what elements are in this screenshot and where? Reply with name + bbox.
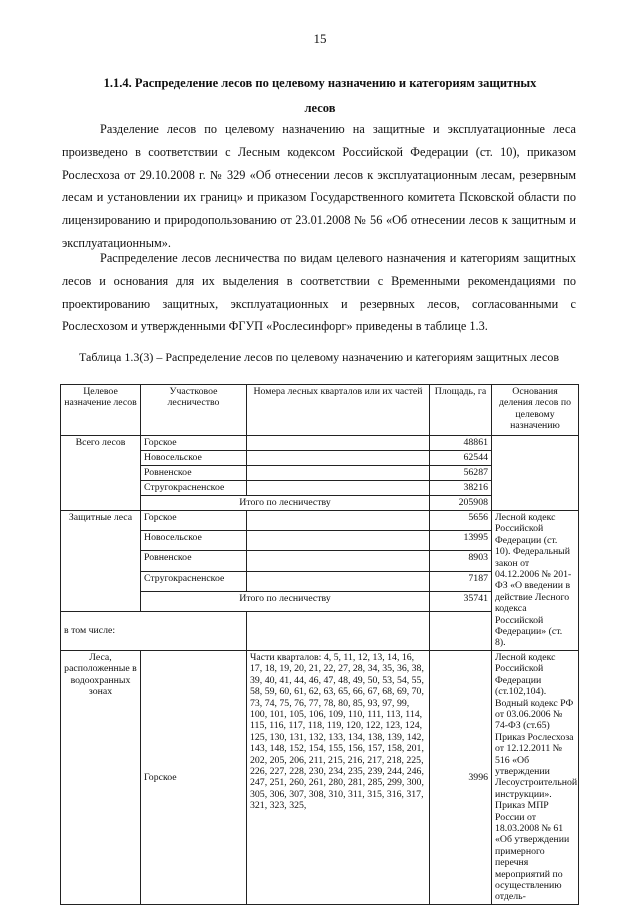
total-label: Итого по лесничеству xyxy=(141,591,430,611)
total-label: Итого по лесничеству xyxy=(141,496,430,511)
area-cell: 56287 xyxy=(430,466,492,481)
total-area: 35741 xyxy=(430,591,492,611)
quarters-cell xyxy=(247,611,430,650)
header-quarters: Номера лесных кварталов или их частей xyxy=(247,385,430,436)
district-cell: Горское xyxy=(141,511,247,531)
total-area: 205908 xyxy=(430,496,492,511)
header-district: Участковое лесничество xyxy=(141,385,247,436)
water-zone-label: Леса, расположенные в водоохранных зонах xyxy=(61,650,141,904)
quarters-cell xyxy=(247,551,430,571)
district-cell: Горское xyxy=(141,436,247,451)
table-row xyxy=(61,650,579,904)
quarters-cell xyxy=(247,466,430,481)
quarters-cell xyxy=(247,511,430,531)
area-cell: 7187 xyxy=(430,571,492,591)
district-cell: Ровненское xyxy=(141,551,247,571)
including-label: в том числе: xyxy=(61,611,247,650)
area-cell: 8903 xyxy=(430,551,492,571)
district-cell: Стругокрасненское xyxy=(141,571,247,591)
district-cell: Стругокрасненское xyxy=(141,481,247,496)
quarters-cell xyxy=(247,436,430,451)
header-basis: Основания деления лесов по целевому назначению xyxy=(492,385,579,436)
section-heading: 1.1.4. Распределение лесов по целевому назначению и категориям защитных лесов xyxy=(103,76,537,115)
area-cell: 62544 xyxy=(430,451,492,466)
quarters-cell xyxy=(247,571,430,591)
protective-basis: Лесной кодекс Российской Федерации (ст. 10). Федеральный закон от 04.12.2006 № 201-ФЗ «О введении в действие Лесного кодекса Российской Федерации» (ст. 8). xyxy=(492,511,579,651)
quarters-cell: Части кварталов: 4, 5, 11, 12, 13, 14, 16, 17, 18, 19, 20, 21, 22, 27, 28, 34, 35, 36, 38, 39, 40, 41, 44, 46, 47, 48, 49, 50, 53, 54, 55, 58, 59, 60, 61, 62, 63, 65, 66, 67, 68, 69, 70, 73, 74, 75, 76, 77, 78, 80, 85, 93, 97, 99, 100, 101, 105, 106, 109, 110, 111, 113, 114, 115, 116, 117, 118, 119, 120, 122, 123, 124, 125, 130, 131, 132, 133, 134, 138, 139, 142, 143, 148, 152, 154, 155, 156, 157, 158, 201, 202, 205, 206, 211, 215, 216, 217, 218, 225, 226, 227, 228, 230, 234, 235, 239, 244, 246, 247, 251, 260, 261, 280, 281, 285, 299, 300, 305, 306, 307, 308, 310, 311, 315, 316, 317, 321, 323, 325, xyxy=(247,650,430,904)
header-purpose: Целевое назначение лесов xyxy=(61,385,141,436)
water-basis: Лесной кодекс Российской Федерации (ст.102,104). Водный кодекс РФ от 03.06.2006 № 74-ФЗ (ст.65) Приказ Рослесхоза от 12.12.2011 № 516 «Об утверждении Лесоустроительной инструкции». Приказ МПР России от 18.03.2008 № 61 «Об утверждении примерного перечня мероприятий по осуществлению отдель- xyxy=(492,650,579,904)
header-area: Площадь, га xyxy=(430,385,492,436)
basis-cell xyxy=(492,436,579,511)
paragraph-2: Распределение лесов лесничества по видам целевого назначения и категориям защитных лесов и основания для их выделения в соответствии с Временными рекомендациями по проектированию защитных, эксплуатационных и резервных лесов, согласованными с Рослесхозом и утвержденными ФГУП «Рослесинфорг» приведены в таблице 1.3. xyxy=(62,251,576,334)
district-cell: Новосельское xyxy=(141,451,247,466)
quarters-cell xyxy=(247,481,430,496)
district-cell: Новосельское xyxy=(141,531,247,551)
paragraph-1: Разделение лесов по целевому назначению на защитные и эксплуатационные леса произведено в соответствии с Лесным кодексом Российской Федерации (ст. 10), приказом Рослесхоза от 29.10.2008 г. № 329 «Об отнесении лесов к эксплуатационным лесам, резервным лесам и установлении их границ» и приказом Государственного комитета Псковской области по лицензированию и природопользованию от 23.01.2008 № 56 «Об отнесении лесов к защитным и эксплуатационным». xyxy=(62,122,576,250)
all-forests-label: Всего лесов xyxy=(61,436,141,511)
area-cell: 13995 xyxy=(430,531,492,551)
protective-label: Защитные леса xyxy=(61,511,141,612)
district-cell: Ровненское xyxy=(141,466,247,481)
page-number: 15 xyxy=(313,31,327,46)
area-cell: 5656 xyxy=(430,511,492,531)
quarters-cell xyxy=(247,531,430,551)
area-cell xyxy=(430,611,492,650)
table-header-row xyxy=(61,385,579,436)
quarters-cell xyxy=(247,451,430,466)
table-row xyxy=(61,511,579,531)
area-cell: 48861 xyxy=(430,436,492,451)
forest-distribution-table xyxy=(60,384,579,905)
area-cell: 3996 xyxy=(430,650,492,904)
district-cell: Горское xyxy=(141,650,247,904)
table-row xyxy=(61,436,579,451)
area-cell: 38216 xyxy=(430,481,492,496)
table-caption: Таблица 1.3(3) – Распределение лесов по целевому назначению и категориям защитных лесов xyxy=(79,350,559,364)
